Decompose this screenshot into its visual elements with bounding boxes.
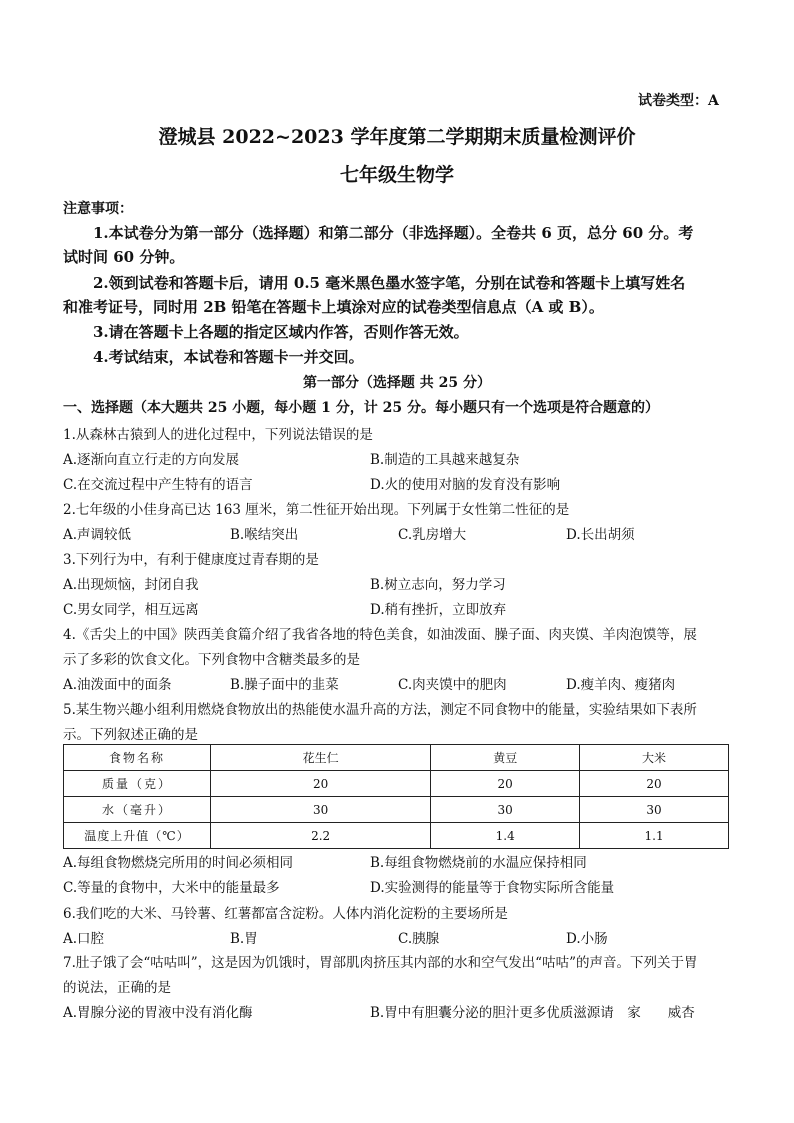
q1-option-d: D.火的使用对脑的发育没有影响 bbox=[370, 477, 561, 493]
q3-stem: 3.下列行为中，有利于健康度过青春期的是 bbox=[63, 552, 319, 568]
q1-option-a: A.逐渐向直立行走的方向发展 bbox=[63, 452, 240, 468]
table-cell: 质量（克） bbox=[64, 771, 211, 797]
q3-option-c: C.男女同学，相互远离 bbox=[63, 602, 199, 618]
table-cell: 1.4 bbox=[431, 823, 580, 849]
table-cell: 20 bbox=[580, 771, 729, 797]
q1-option-c: C.在交流过程中产生特有的语言 bbox=[63, 477, 253, 493]
q4-option-c: C.肉夹馍中的肥肉 bbox=[398, 677, 507, 693]
q3-option-b: B.树立志向，努力学习 bbox=[370, 577, 506, 593]
q3-option-d: D.稍有挫折，立即放弃 bbox=[370, 602, 507, 618]
q2-option-c: C.乳房增大 bbox=[398, 527, 467, 543]
note-1-line-1: 1.本试卷分为第一部分（选择题）和第二部分（非选择题）。全卷共 6 页，总分 60 分。考 bbox=[93, 224, 694, 242]
q1-option-b: B.制造的工具越来越复杂 bbox=[370, 452, 520, 468]
paper-type-label: 试卷类型：A bbox=[638, 93, 719, 109]
table-header-cell: 食物名称 bbox=[64, 745, 211, 771]
q4-option-b: B.臊子面中的韭菜 bbox=[230, 677, 339, 693]
q2-option-b: B.喉结突出 bbox=[230, 527, 299, 543]
note-1-line-2: 试时间 60 分钟。 bbox=[63, 248, 185, 266]
q6-option-c: C.胰腺 bbox=[398, 931, 440, 947]
q2-stem: 2.七年级的小佳身高已达 163 厘米，第二性征开始出现。下列属于女性第二性征的是 bbox=[63, 502, 570, 518]
table-row bbox=[64, 771, 729, 797]
q3-option-a: A.出现烦恼，封闭自我 bbox=[63, 577, 199, 593]
table-header-row bbox=[64, 745, 729, 771]
exam-title: 澄城县 2022~2023 学年度第二学期期末质量检测评价 bbox=[158, 126, 636, 148]
q5-option-d: D.实验测得的能量等于食物实际所含能量 bbox=[370, 880, 615, 896]
q2-option-a: A.声调较低 bbox=[63, 527, 132, 543]
table-cell: 2.2 bbox=[211, 823, 431, 849]
note-2-line-1: 2.领到试卷和答题卡后，请用 0.5 毫米黑色墨水签字笔，分别在试卷和答题卡上填写姓名 bbox=[93, 274, 686, 292]
note-3: 3.请在答题卡上各题的指定区域内作答，否则作答无效。 bbox=[93, 323, 469, 341]
q2-option-d: D.长出胡须 bbox=[566, 527, 635, 543]
table-row bbox=[64, 797, 729, 823]
q7-stem-line-2: 的说法，正确的是 bbox=[63, 980, 171, 996]
q5-option-c: C.等量的食物中，大米中的能量最多 bbox=[63, 880, 280, 896]
table-cell: 20 bbox=[211, 771, 431, 797]
q7-stem-line-1: 7.肚子饿了会“咕咕叫”，这是因为饥饿时，胃部肌肉挤压其内部的水和空气发出“咕咕”的声音。下列关于胃 bbox=[63, 955, 698, 971]
q7-option-b: B.胃中有胆囊分泌的胆汁更多优质滋源请 家 威杏 bbox=[370, 1005, 695, 1021]
q5-stem-line-2: 示。下列叙述正确的是 bbox=[63, 727, 198, 743]
note-4: 4.考试结束，本试卷和答题卡一并交回。 bbox=[93, 348, 364, 366]
table-cell: 1.1 bbox=[580, 823, 729, 849]
q5-option-b: B.每组食物燃烧前的水温应保持相同 bbox=[370, 855, 587, 871]
q6-stem: 6.我们吃的大米、马铃薯、红薯都富含淀粉。人体内消化淀粉的主要场所是 bbox=[63, 906, 508, 922]
table-cell: 温度上升值（℃） bbox=[64, 823, 211, 849]
q4-option-d: D.瘦羊肉、瘦猪肉 bbox=[566, 677, 676, 693]
table-header-cell: 大米 bbox=[580, 745, 729, 771]
note-2-line-2: 和准考证号，同时用 2B 铅笔在答题卡上填涂对应的试卷类型信息点（A 或 B）。 bbox=[63, 298, 604, 316]
notes-heading: 注意事项： bbox=[63, 201, 133, 217]
table-row bbox=[64, 823, 729, 849]
q6-option-a: A.口腔 bbox=[63, 931, 105, 947]
q6-option-b: B.胃 bbox=[230, 931, 258, 947]
q5-option-a: A.每组食物燃烧完所用的时间必须相同 bbox=[63, 855, 294, 871]
table-cell: 水（毫升） bbox=[64, 797, 211, 823]
food-energy-table bbox=[63, 744, 729, 849]
table-cell: 30 bbox=[211, 797, 431, 823]
section-1-instructions: 一、选择题（本大题共 25 小题，每小题 1 分，计 25 分。每小题只有一个选项是符合题意的） bbox=[63, 400, 659, 416]
q1-stem: 1.从森林古猿到人的进化过程中，下列说法错误的是 bbox=[63, 427, 373, 443]
q4-stem-line-2: 示了多彩的饮食文化。下列食物中含糖类最多的是 bbox=[63, 652, 360, 668]
q6-option-d: D.小肠 bbox=[566, 931, 608, 947]
q4-option-a: A.油泼面中的面条 bbox=[63, 677, 172, 693]
q5-stem-line-1: 5.某生物兴趣小组利用燃烧食物放出的热能使水温升高的方法，测定不同食物中的能量，实验结果如下表所 bbox=[63, 702, 697, 718]
part-1-heading: 第一部分（选择题 共 25 分） bbox=[302, 375, 492, 391]
q7-option-a: A.胃腺分泌的胃液中没有消化酶 bbox=[63, 1005, 253, 1021]
table-cell: 30 bbox=[431, 797, 580, 823]
table-header-cell: 花生仁 bbox=[211, 745, 431, 771]
table-cell: 20 bbox=[431, 771, 580, 797]
exam-subtitle: 七年级生物学 bbox=[339, 164, 454, 186]
table-cell: 30 bbox=[580, 797, 729, 823]
q4-stem-line-1: 4.《舌尖上的中国》陕西美食篇介绍了我省各地的特色美食，如油泼面、臊子面、肉夹馍、羊肉泡馍等，展 bbox=[63, 627, 697, 643]
table-header-cell: 黄豆 bbox=[431, 745, 580, 771]
